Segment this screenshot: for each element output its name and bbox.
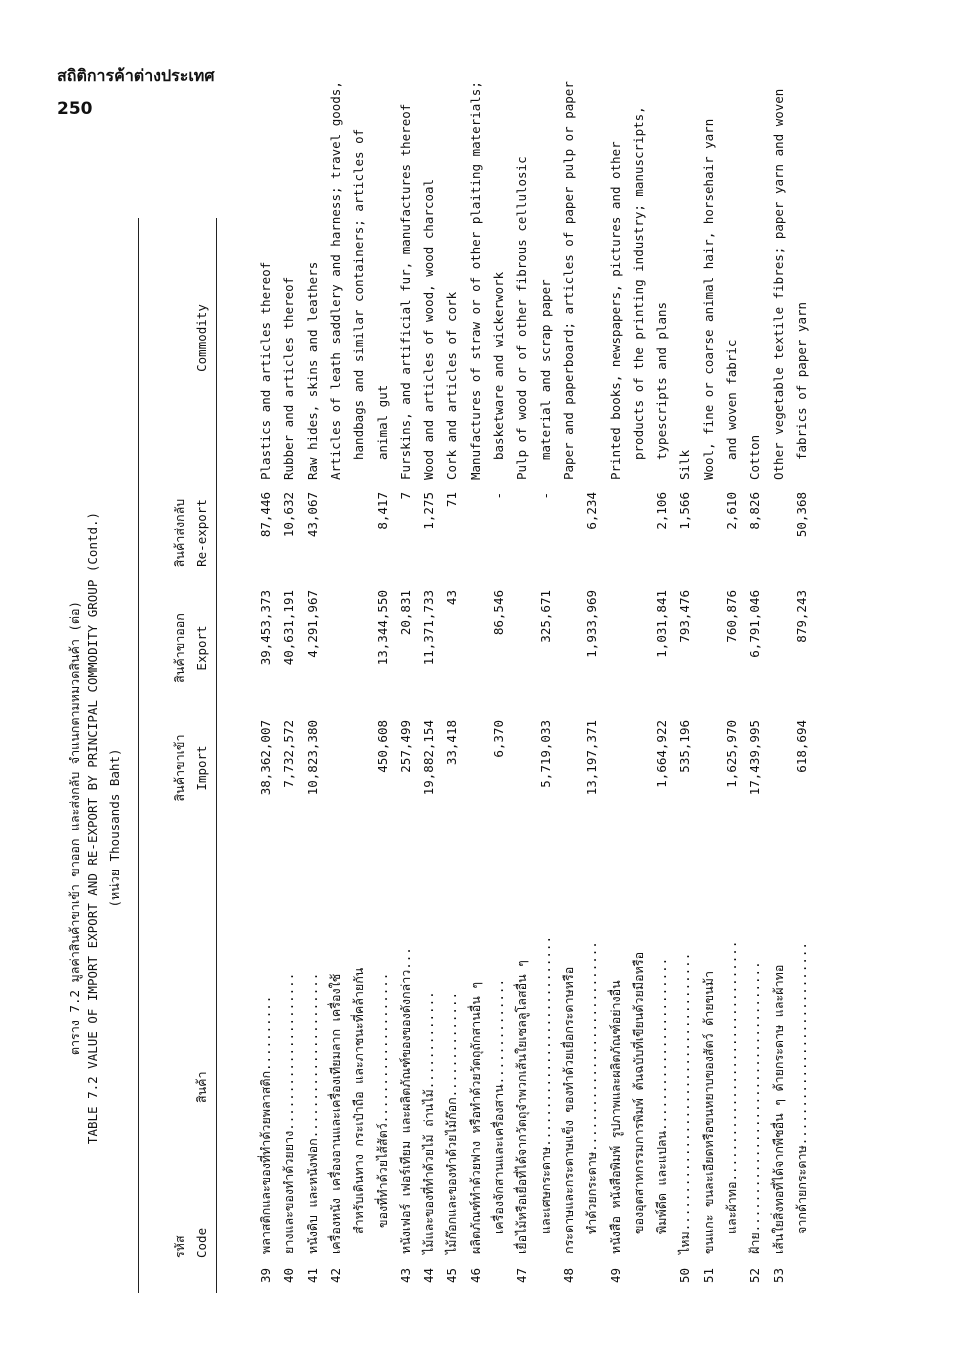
header-code-thai: รหัส [172,1235,187,1258]
row-reexport-value: 1,275 [421,492,437,530]
header-import-thai: สินค้าขาเข้า [172,734,187,802]
row-commodity: Manufactures of straw or of other plaiting materials; [467,81,483,480]
row-export-value: 13,344,550 [374,590,390,666]
row-name-thai: พิมพ์ดีด และแปลน....................... [654,957,670,1234]
row-export-value: 11,371,733 [421,590,437,666]
row-import-value: 257,499 [397,720,413,773]
row-export-value: 1,031,841 [654,590,670,658]
row-import-value: 33,418 [444,720,460,766]
row-import-value: 6,370 [491,720,506,758]
row-reexport-value: 6,234 [584,492,600,530]
row-export-value: 325,671 [537,590,553,643]
row-name-thai: และเศษกระดาษ............................ [537,936,553,1234]
row-name-thai: ของอุตสาหกรรมการพิมพ์ ต้นฉบับที่เขียนด้วยมือหรือ [630,951,646,1234]
row-code: 49 [607,1267,623,1283]
row-commodity: Silk [677,449,693,480]
row-name-thai: กระดาษและกระดาษแข็ง ของทำด้วยเยื่อกระดาษหรือ [560,966,576,1254]
row-commodity: Cork and articles of cork [444,291,460,480]
row-commodity: basketware and wickerwork [491,271,506,460]
row-commodity: Raw hides, skins and leathers [304,261,320,480]
row-commodity: Rubber and articles thereof [281,276,297,480]
row-export-value: 40,631,191 [281,590,297,666]
header-commodity: Commodity [194,304,209,372]
header-reexport-thai: สินค้าส่งกลับ [172,498,187,568]
row-name-thai: ไม้และของที่ทำด้วยไม้ ถ่านไม้............. [421,991,437,1254]
row-commodity: Cotton [747,434,763,480]
row-commodity: typescripts and plans [654,301,670,460]
row-export-value: 793,476 [677,590,693,643]
row-code: 41 [304,1267,320,1283]
row-export-value: 1,933,969 [584,590,600,658]
table-caption-english: TABLE 7.2 VALUE OF IMPORT EXPORT AND RE-EXPORT BY PRINCIPAL COMMODITY GROUP (Contd.) [85,511,100,1145]
row-code: 48 [560,1267,576,1283]
row-import-value: 1,664,922 [654,720,670,788]
row-export-value: 4,291,967 [304,590,320,658]
row-export-value: 86,546 [491,590,506,636]
row-name-thai: และผ้าทอ................................ [724,940,739,1234]
row-export-value: 39,453,373 [258,590,273,666]
document-header-title: สถิติการค้าต่างประเทศ [57,66,215,85]
row-export-value: 43 [444,590,460,606]
row-name-thai: เครื่องจักสานและเครื่องสาน.............. [491,979,506,1234]
table-unit: (หน่วย Thousands Baht) [107,748,122,908]
row-commodity: Wool, fine or coarse animal hair, horsehair yarn [700,118,716,480]
row-import-value: 450,608 [374,720,390,773]
row-code: 50 [677,1267,693,1283]
row-commodity: Furskins, and artificial fur, manufactures thereof [397,103,413,480]
row-name-thai: ขนแกะ ขนละเอียดหรือขนหยาบของสัตว์ ด้ายขนม้า [700,971,716,1254]
row-reexport-value: - [491,492,506,500]
row-code: 43 [397,1267,413,1283]
row-import-value: 618,694 [793,720,809,773]
row-export-value: 6,791,046 [747,590,763,658]
row-reexport-value: 1,566 [677,492,693,530]
row-name-thai: พลาสติกและของที่ทำด้วยพลาสติก.......... [258,995,273,1254]
row-code: 53 [770,1267,786,1283]
row-code: 52 [747,1267,763,1283]
row-code: 45 [444,1267,460,1283]
row-code: 46 [467,1267,483,1283]
row-import-value: 17,439,995 [747,720,763,796]
row-commodity: animal gut [374,384,390,460]
row-reexport-value: 8,417 [374,492,390,530]
row-name-thai: หนังดิบ และหนังฟอก...................... [304,972,320,1254]
row-import-value: 38,362,007 [258,720,273,796]
row-reexport-value: 71 [444,492,460,508]
row-reexport-value: - [537,492,553,500]
row-name-thai: ทำด้วยกระดาษ............................ [584,941,600,1234]
row-commodity: fabrics of paper yarn [793,301,809,460]
row-reexport-value: 2,610 [724,492,739,530]
row-commodity: Paper and paperboard; articles of paper pulp or paper [560,81,576,480]
header-reexport-english: Re-export [194,499,209,567]
header-rule [216,218,217,1293]
row-name-thai: ยางและของทำด้วยยาง..................... [281,972,297,1254]
row-export-value: 760,876 [724,590,739,643]
row-name-thai: ผลิตภัณฑ์ทำด้วยฟาง หรือทำด้วยวัตถุถักสานอื่น ๆ [467,981,483,1254]
row-name-thai: หนังสือ หนังสือพิมพ์ รูปภาพและผลิตภัณฑ์อย่างอื่น [607,980,623,1254]
row-name-thai: ไม้ก๊อกและของทำด้วยไม้ก๊อก.............. [444,991,460,1254]
header-name-thai: สินค้า [194,1071,209,1103]
row-name-thai: เยื่อไม้หรือเยื่อที่ได้จากวัตถุจำพวกเส้นใยเซลลูโลสอื่น ๆ [514,960,530,1254]
row-code: 42 [327,1267,343,1283]
row-code: 39 [258,1267,273,1283]
table-caption-thai: ตาราง 7.2 มูลค่าสินค้าขาเข้า ขาออก และส่งกลับ จำแนกตามหมวดสินค้า (ต่อ) [67,600,82,1056]
row-commodity: material and scrap paper [537,279,553,460]
row-import-value: 7,732,572 [281,720,297,788]
row-commodity: and woven fabric [724,339,739,460]
row-name-thai: สำหรับเดินทาง กระเป๋าถือ และภาชนะที่คล้ายกัน [351,967,367,1234]
row-import-value: 1,625,970 [724,720,739,788]
row-reexport-value: 2,106 [654,492,670,530]
row-import-value: 10,823,380 [304,720,320,796]
row-code: 47 [514,1267,530,1283]
row-import-value: 535,196 [677,720,693,773]
row-name-thai: เครื่องหนัง เครื่องอานและเครื่องเทียมลาก เครื่องใช้ [327,973,343,1254]
row-name-thai: จากด้ายกระดาษ........................... [793,942,809,1234]
row-reexport-value: 87,446 [258,492,273,538]
row-reexport-value: 10,632 [281,492,297,538]
row-code: 40 [281,1267,297,1283]
row-import-value: 19,882,154 [421,720,437,796]
row-name-thai: ของที่ทำด้วยไส้สัตว์.................... [374,972,390,1228]
row-commodity: Printed books, newspapers, pictures and other [607,141,623,480]
row-reexport-value: 8,826 [747,492,763,530]
row-reexport-value: 7 [397,492,413,500]
row-name-thai: หนังเฟอร์ เฟอร์เทียม และผลิตภัณฑ์ของของดังกล่าว... [397,947,413,1254]
row-commodity: Articles of leath saddlery and harness; travel goods, [327,81,343,480]
row-name-thai: ฝ้าย.................................... [747,961,763,1254]
row-commodity: Wood and articles of wood, wood charcoal [421,178,437,480]
row-commodity: products of the printing industry; manuscripts, [630,106,646,460]
page-number: 250 [57,99,93,119]
row-commodity: Plastics and articles thereof [258,261,273,480]
header-import-english: Import [194,745,209,791]
header-export-thai: สินค้าขาออก [172,613,187,683]
row-code: 51 [700,1267,716,1283]
row-import-value: 5,719,033 [537,720,553,788]
row-reexport-value: 43,067 [304,492,320,538]
header-export-english: Export [194,625,209,671]
header-code-english: Code [194,1227,209,1258]
row-name-thai: เส้นใยสิ่งทอที่ได้จากพืชอื่น ๆ ด้ายกระดาษ และผ้าทอ [770,964,786,1254]
row-commodity: handbags and similar containers; articles of [351,128,367,460]
top-rule [138,218,139,1293]
row-export-value: 20,831 [397,590,413,636]
row-export-value: 879,243 [793,590,809,643]
row-reexport-value: 50,368 [793,492,809,538]
row-commodity: Pulp of wood or of other fibrous cellulosic [514,156,530,480]
row-name-thai: ไหม..................................... [677,952,693,1254]
row-commodity: Other vegetable textile fibres; paper yarn and woven [770,88,786,480]
row-code: 44 [421,1267,437,1283]
row-import-value: 13,197,371 [584,720,600,796]
